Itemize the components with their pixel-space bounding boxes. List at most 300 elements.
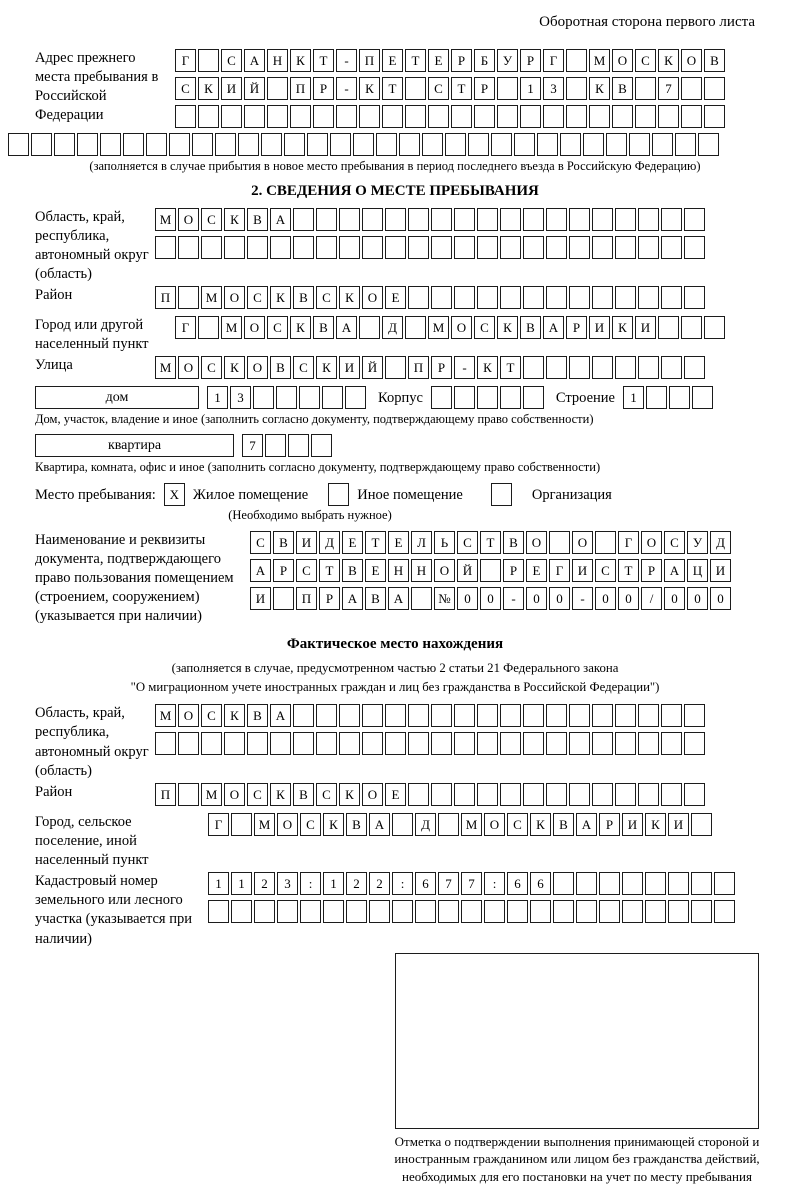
char-cell: 1 [520,77,541,100]
char-cell: В [313,316,334,339]
char-cell: С [293,356,314,379]
char-cell: И [221,77,242,100]
char-cell: С [300,813,321,836]
char-cell [454,208,475,231]
char-cell [273,587,294,610]
char-cell [224,732,245,755]
char-cell [546,732,567,755]
char-cell [277,900,298,923]
char-box-row [155,286,707,310]
char-cell [362,236,383,259]
char-cell [589,105,610,128]
char-cell: 0 [595,587,616,610]
char-cell [583,133,604,156]
char-cell [500,386,521,409]
char-cell [408,286,429,309]
char-cell [523,704,544,727]
char-box-row [250,587,733,611]
char-cell [668,872,689,895]
char-cell: А [250,559,271,582]
char-cell: - [572,587,593,610]
char-cell [290,105,311,128]
char-cell [491,133,512,156]
apartment-row [35,434,755,458]
char-cell [316,236,337,259]
char-cell [231,813,252,836]
korpus-cells [431,386,546,410]
checkbox-other-premises [328,483,349,506]
char-cell [270,236,291,259]
char-cell: О [681,49,702,72]
char-cell: М [201,783,222,806]
char-cell [244,105,265,128]
char-cell: М [428,316,449,339]
char-cell: А [388,587,409,610]
char-cell: : [392,872,413,895]
char-cell: Г [175,316,196,339]
char-cell [238,133,259,156]
char-cell: М [589,49,610,72]
char-cell [313,105,334,128]
char-cell [293,208,314,231]
char-cell [376,133,397,156]
char-cell [668,900,689,923]
char-cell: О [178,704,199,727]
char-cell: К [645,813,666,836]
char-cell: В [612,77,633,100]
char-cell: 1 [207,386,228,409]
char-cell [576,872,597,895]
char-cell [638,236,659,259]
char-cell [638,704,659,727]
actual-district-label: Район [35,783,73,800]
district-field [35,286,755,314]
char-cell [362,704,383,727]
char-cell [8,133,29,156]
char-cell [569,783,590,806]
char-cell [431,704,452,727]
document-field [35,531,755,627]
char-cell: С [247,286,268,309]
char-cell [359,316,380,339]
char-cell: К [612,316,633,339]
street-field [35,356,755,384]
char-cell: М [254,813,275,836]
char-cell [155,236,176,259]
char-cell [265,434,286,457]
char-cell: О [247,356,268,379]
char-cell: Н [267,49,288,72]
char-cell: С [201,704,222,727]
char-cell: О [484,813,505,836]
char-cell: Д [382,316,403,339]
char-cell [684,732,705,755]
char-cell: С [267,316,288,339]
char-cell: Р [273,559,294,582]
char-cell [178,732,199,755]
char-cell: Т [365,531,386,554]
char-cell [322,386,343,409]
char-cell [566,49,587,72]
char-cell [408,208,429,231]
char-cell [520,105,541,128]
char-cell: 7 [658,77,679,100]
char-cell: Р [313,77,334,100]
char-cell: С [664,531,685,554]
char-cell [123,133,144,156]
char-cell: Г [618,531,639,554]
char-cell [599,900,620,923]
char-cell: К [359,77,380,100]
char-cell [595,531,616,554]
prev-address-rows [175,49,727,133]
char-cell: : [300,872,321,895]
prev-address-note: (заполняется в случае прибытия в новое место пребывания в период последнего въезда в Российскую Федерацию) [89,159,701,173]
char-cell: К [224,704,245,727]
char-cell: К [290,316,311,339]
char-cell [523,783,544,806]
char-cell [261,133,282,156]
char-cell [569,236,590,259]
char-cell: П [155,783,176,806]
apartment-cells [242,434,334,458]
char-cell: Г [175,49,196,72]
char-cell [198,316,219,339]
char-cell [661,704,682,727]
house-box-label: дом [35,386,199,409]
actual-location-note [35,659,755,696]
char-cell [270,732,291,755]
char-cell [178,236,199,259]
page-side-note: Оборотная сторона первого листа [539,14,755,30]
char-cell: 7 [242,434,263,457]
char-cell [345,386,366,409]
char-cell: 1 [323,872,344,895]
char-cell [592,236,613,259]
korpus-label: Корпус [378,390,423,407]
char-cell: У [497,49,518,72]
char-cell: 2 [369,872,390,895]
char-cell [638,286,659,309]
char-cell [224,236,245,259]
char-cell: Е [526,559,547,582]
char-cell: Е [388,531,409,554]
char-cell: Н [388,559,409,582]
char-cell [431,732,452,755]
char-cell: / [641,587,662,610]
char-cell [681,105,702,128]
char-cell: К [323,813,344,836]
char-cell [546,208,567,231]
area-label: Область, край, республика, автономный округ (область) [35,208,149,282]
char-cell [691,900,712,923]
char-cell: П [408,356,429,379]
char-cell: И [250,587,271,610]
actual-location-title: Фактическое место нахождения [286,636,504,653]
char-cell [684,208,705,231]
char-cell [254,900,275,923]
char-cell [408,236,429,259]
char-cell [500,286,521,309]
char-cell: Е [382,49,403,72]
char-cell [353,133,374,156]
char-cell [684,356,705,379]
char-box-row [155,236,707,260]
char-cell: К [589,77,610,100]
char-cell [500,208,521,231]
char-cell [599,872,620,895]
char-cell [316,732,337,755]
char-cell: К [224,356,245,379]
char-cell [276,386,297,409]
char-cell: А [244,49,265,72]
char-cell: 3 [277,872,298,895]
char-cell [612,105,633,128]
char-cell: С [595,559,616,582]
actual-area-label: Область, край, республика, автономный округ (область) [35,705,149,779]
char-cell [100,133,121,156]
char-cell [477,783,498,806]
char-cell [405,316,426,339]
char-cell [362,732,383,755]
char-cell: Й [457,559,478,582]
char-cell [646,386,667,409]
char-cell [293,732,314,755]
char-cell [704,316,725,339]
char-cell: - [503,587,524,610]
char-cell: Т [451,77,472,100]
house-row [35,386,755,410]
char-box-row [208,900,737,924]
char-cell [638,732,659,755]
char-cell: 0 [687,587,708,610]
char-cell: Н [411,559,432,582]
char-cell [477,286,498,309]
char-box-row [208,872,737,896]
char-cell: К [270,783,291,806]
char-cell: Г [543,49,564,72]
char-cell [691,813,712,836]
char-cell [31,133,52,156]
street-label: Улица [35,357,73,374]
char-cell [477,386,498,409]
char-cell [566,77,587,100]
cadastre-field [35,872,755,949]
char-box-row [175,49,727,73]
char-cell [497,77,518,100]
char-cell: О [434,559,455,582]
char-cell [606,133,627,156]
char-cell [247,732,268,755]
char-cell [645,872,666,895]
char-cell: 0 [526,587,547,610]
char-cell: Р [474,77,495,100]
char-box-row [155,783,707,807]
char-cell: Е [342,531,363,554]
char-cell: Д [710,531,731,554]
char-cell: В [365,587,386,610]
city-field [35,316,755,354]
char-cell: 6 [530,872,551,895]
char-cell [692,386,713,409]
char-cell: П [296,587,317,610]
char-cell: 0 [549,587,570,610]
char-cell: 3 [230,386,251,409]
char-cell: В [293,286,314,309]
char-cell [316,704,337,727]
char-cell [629,133,650,156]
char-cell [635,77,656,100]
char-cell [569,732,590,755]
char-cell: М [461,813,482,836]
char-box-row [155,732,707,756]
char-cell [714,900,735,923]
confirmation-area [35,953,760,1185]
char-cell [311,434,332,457]
prev-address-overflow-row [8,133,755,157]
char-cell [231,900,252,923]
char-cell: М [155,208,176,231]
char-cell [339,236,360,259]
actual-area-field [35,704,755,781]
char-cell [530,900,551,923]
char-cell: К [316,356,337,379]
char-cell: Т [405,49,426,72]
char-cell [569,208,590,231]
char-cell [438,900,459,923]
char-cell [382,105,403,128]
char-cell [339,704,360,727]
char-cell [661,783,682,806]
char-cell: Т [313,49,334,72]
char-cell: Е [385,286,406,309]
char-cell [523,732,544,755]
char-cell [704,105,725,128]
char-cell: Л [411,531,432,554]
char-cell: К [339,286,360,309]
char-cell [405,77,426,100]
char-cell [422,133,443,156]
area-field [35,208,755,285]
char-cell [411,587,432,610]
char-cell: К [290,49,311,72]
char-cell [592,286,613,309]
char-cell: С [247,783,268,806]
char-cell: № [434,587,455,610]
stay-type-label: Место пребывания: [35,486,156,503]
char-cell: Р [431,356,452,379]
char-cell [415,900,436,923]
char-box-row [250,559,733,583]
char-cell [523,356,544,379]
char-cell: Р [566,316,587,339]
char-cell [681,77,702,100]
char-cell: К [198,77,219,100]
char-cell: Д [415,813,436,836]
char-cell [497,105,518,128]
char-cell: - [454,356,475,379]
char-cell: У [687,531,708,554]
char-cell: В [247,704,268,727]
char-cell [523,236,544,259]
char-cell: 1 [231,872,252,895]
char-cell: Е [428,49,449,72]
char-cell: Е [385,783,406,806]
char-cell: О [224,783,245,806]
char-cell [684,236,705,259]
char-cell: И [296,531,317,554]
char-cell: В [342,559,363,582]
char-cell: О [362,783,383,806]
char-cell [247,236,268,259]
char-cell [615,356,636,379]
char-cell: В [704,49,725,72]
char-cell [198,49,219,72]
char-cell [543,105,564,128]
char-cell: В [270,356,291,379]
char-cell [658,105,679,128]
char-cell: Р [319,587,340,610]
char-cell [54,133,75,156]
char-cell [661,732,682,755]
char-cell [300,900,321,923]
char-cell [451,105,472,128]
char-cell [359,105,380,128]
char-cell: С [428,77,449,100]
char-cell [468,133,489,156]
char-box-row [175,77,727,101]
char-cell: В [503,531,524,554]
char-cell [537,133,558,156]
char-cell [500,783,521,806]
actual-city-field [35,813,755,870]
char-cell: 7 [461,872,482,895]
char-cell: В [553,813,574,836]
char-cell [408,732,429,755]
actual-location-note-line1: (заполняется в случае, предусмотренном частью 2 статьи 21 Федерального закона [171,661,619,676]
char-cell [523,286,544,309]
char-cell: Т [319,559,340,582]
char-cell [480,559,501,582]
char-box-row [155,356,707,380]
char-cell [684,286,705,309]
city-label: Город или другой населенный пункт [35,317,149,353]
char-cell [592,704,613,727]
char-cell [445,133,466,156]
char-cell: И [710,559,731,582]
char-cell [615,236,636,259]
stamp-caption: Отметка о подтверждении выполнения принимающей стороной и иностранным гражданином или лицом без гражданства действий, необходимых для его постановки на учет по месту пребывания [394,1133,760,1184]
char-cell [546,783,567,806]
char-cell [477,704,498,727]
char-cell [454,732,475,755]
house-number-cells [207,386,368,410]
char-cell [293,236,314,259]
char-cell [474,105,495,128]
char-cell [638,208,659,231]
char-cell: О [572,531,593,554]
char-cell: 0 [457,587,478,610]
char-cell: В [247,208,268,231]
char-cell [284,133,305,156]
char-cell [431,236,452,259]
char-cell: 2 [346,872,367,895]
char-cell [500,236,521,259]
char-cell: С [175,77,196,100]
option-organization-label: Организация [531,486,612,503]
char-cell [681,316,702,339]
char-cell [523,208,544,231]
